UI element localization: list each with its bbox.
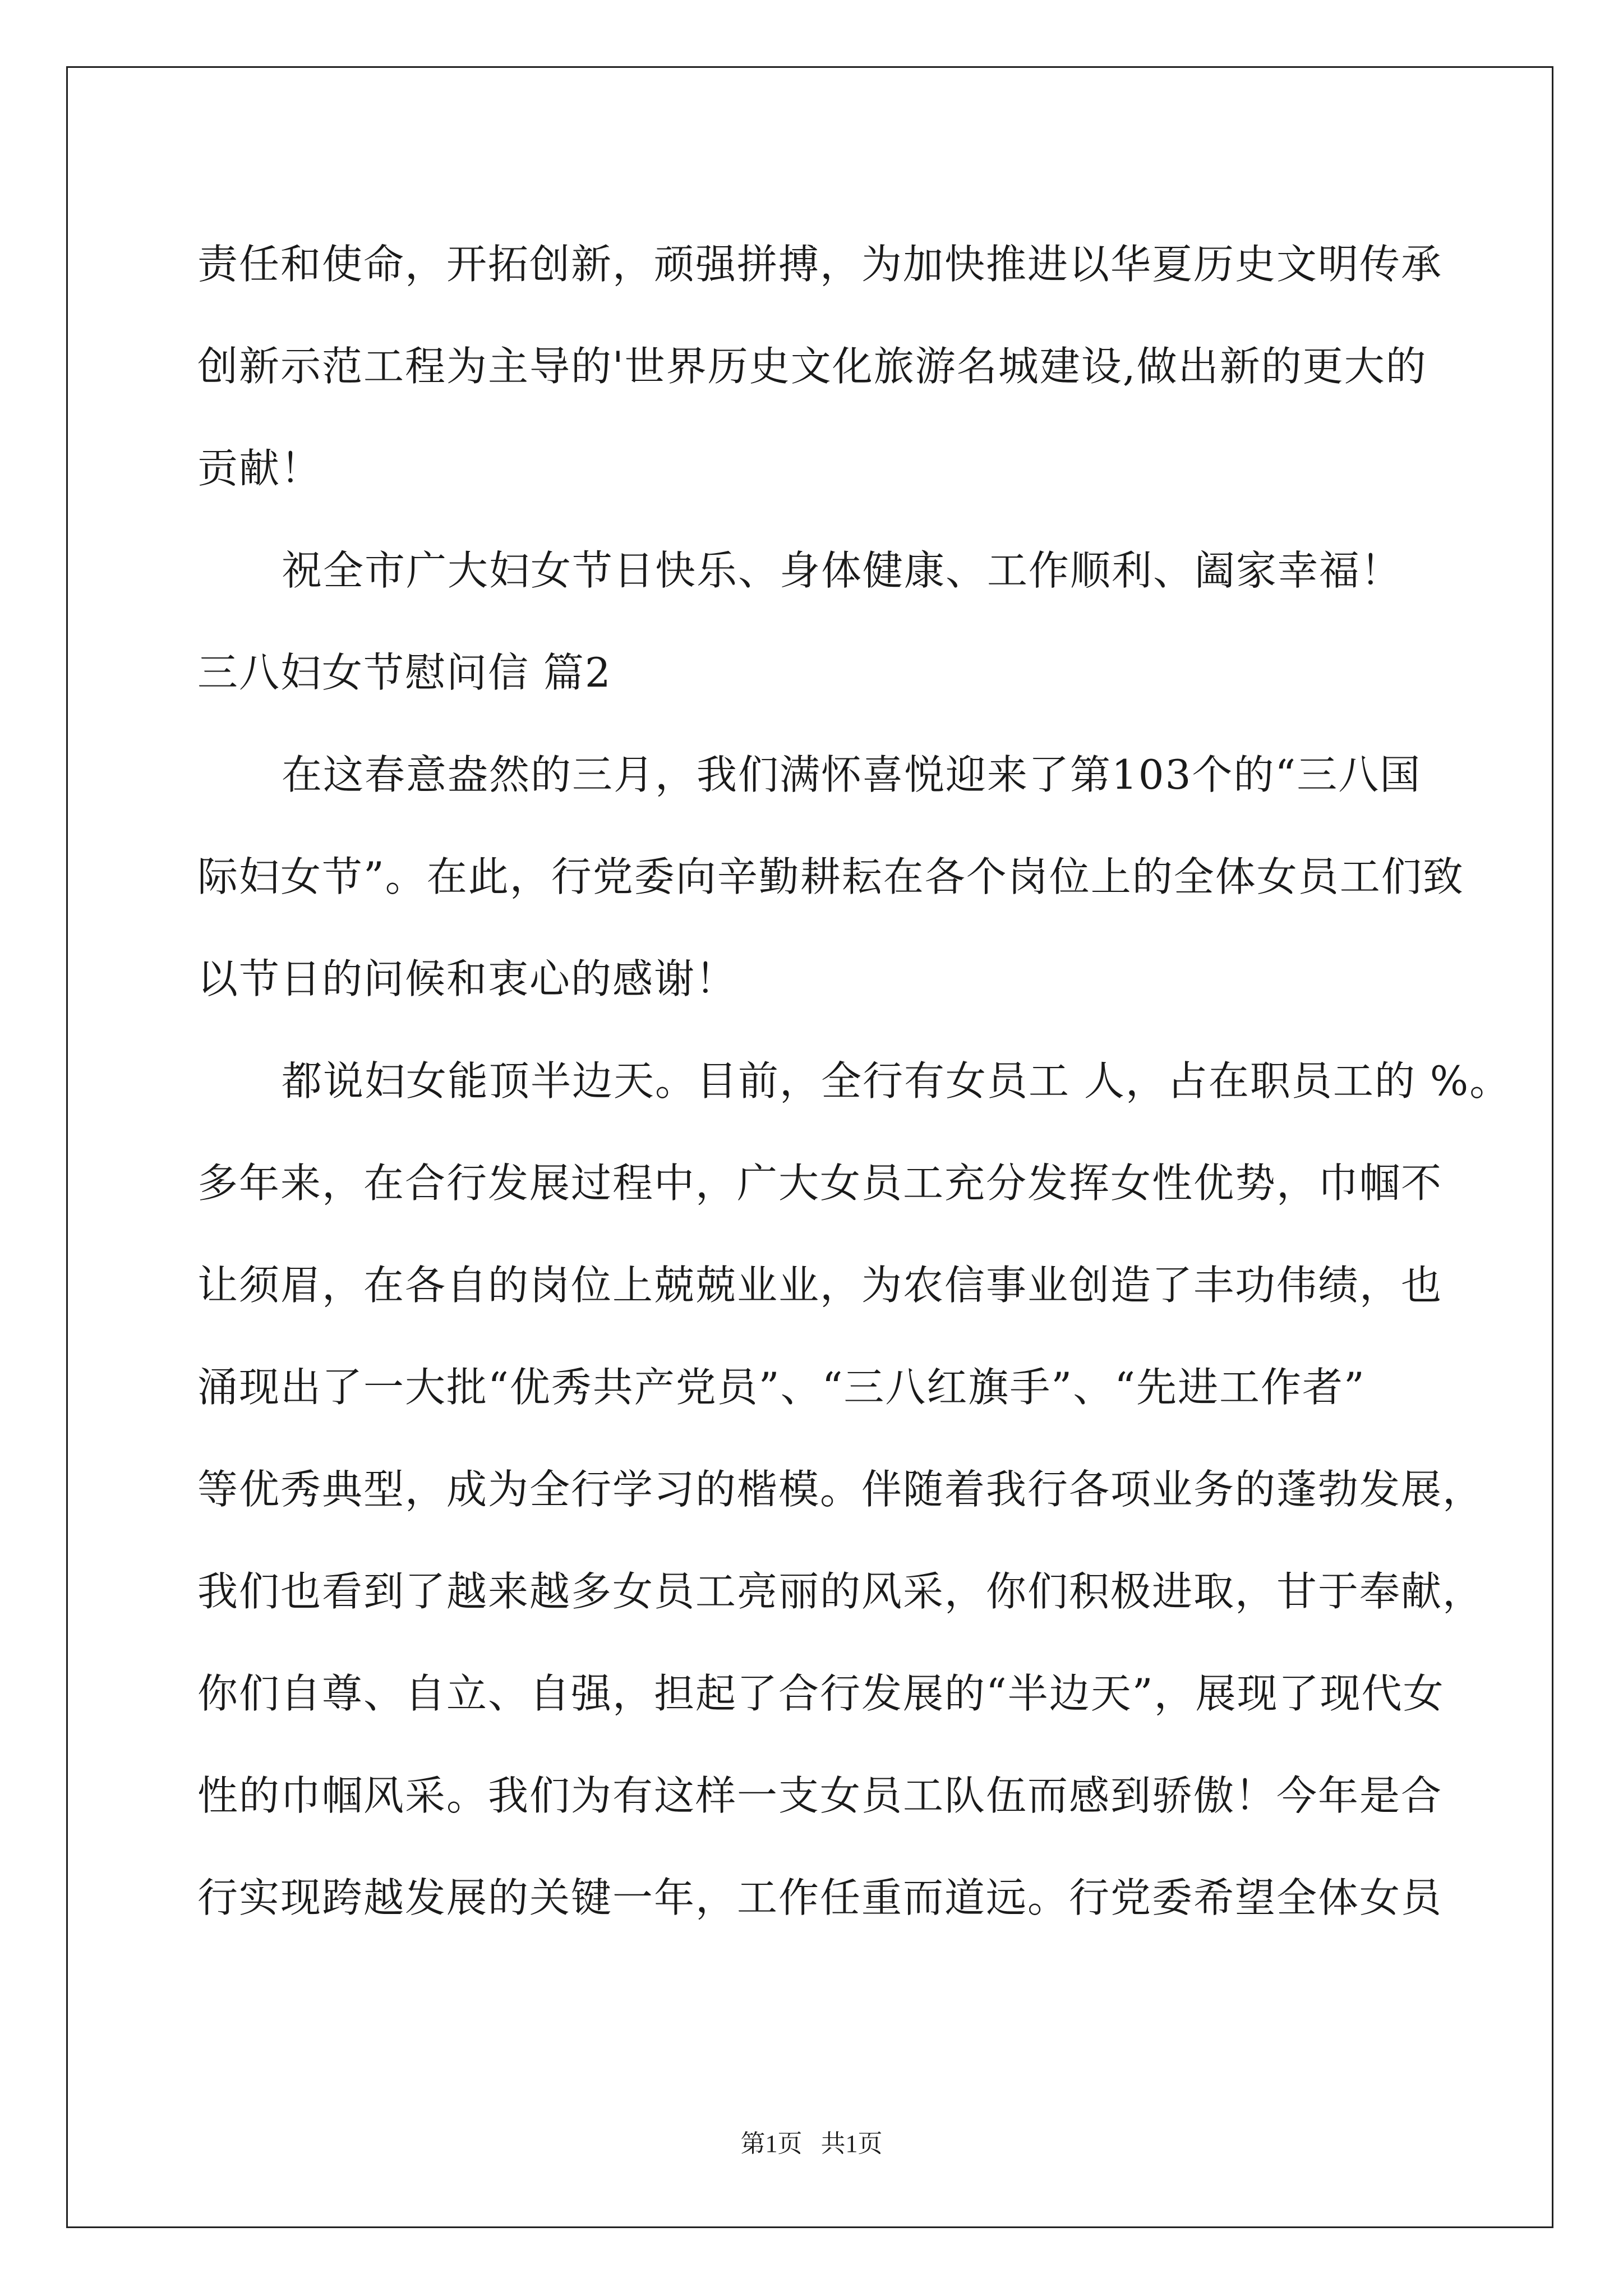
text-line: 在这春意盎然的三月，我们满怀喜悦迎来了第103个的“三八国 <box>282 751 1422 798</box>
text-line: 责任和使命，开拓创新，顽强拼搏，为加快推进以华夏历史文明传承 <box>197 241 1443 288</box>
text-line: 多年来，在合行发展过程中，广大女员工充分发挥女性优势，巾帼不 <box>197 1159 1443 1207</box>
text-line: 三八妇女节慰问信 篇2 <box>197 649 612 696</box>
text-line: 贡献！ <box>197 445 322 492</box>
text-line: 际妇女节”。在此，行党委向辛勤耕耘在各个岗位上的全体女员工们致 <box>197 853 1464 900</box>
text-line: 让须眉，在各自的岗位上兢兢业业，为农信事业创造了丰功伟绩，也 <box>197 1262 1443 1309</box>
text-line: 都说妇女能顶半边天。目前，全行有女员工 人，占在职员工的 %。 <box>282 1057 1511 1105</box>
document-body <box>197 213 1511 1949</box>
page-number-footer: 第1页 共1页 <box>740 2130 883 2157</box>
text-line: 涌现出了一大批“优秀共产党员”、“三八红旗手”、“先进工作者” <box>197 1364 1366 1411</box>
text-line: 创新示范工程为主导的'世界历史文化旅游名城建设,做出新的更大的 <box>197 343 1427 390</box>
text-line: 等优秀典型，成为全行学习的楷模。伴随着我行各项业务的蓬勃发展， <box>197 1466 1484 1513</box>
text-line: 行实现跨越发展的关键一年，工作任重而道远。行党委希望全体女员 <box>197 1874 1443 1921</box>
text-line: 性的巾帼风采。我们为有这样一支女员工队伍而感到骄傲！今年是合 <box>197 1772 1443 1819</box>
text-line: 你们自尊、自立、自强，担起了合行发展的“半边天”，展现了现代女 <box>197 1670 1445 1717</box>
text-line: 祝全市广大妇女节日快乐、身体健康、工作顺利、阖家幸福！ <box>282 547 1403 594</box>
text-line: 我们也看到了越来越多女员工亮丽的风采，你们积极进取，甘于奉献， <box>197 1568 1484 1615</box>
text-line: 以节日的问候和衷心的感谢！ <box>197 955 737 1002</box>
